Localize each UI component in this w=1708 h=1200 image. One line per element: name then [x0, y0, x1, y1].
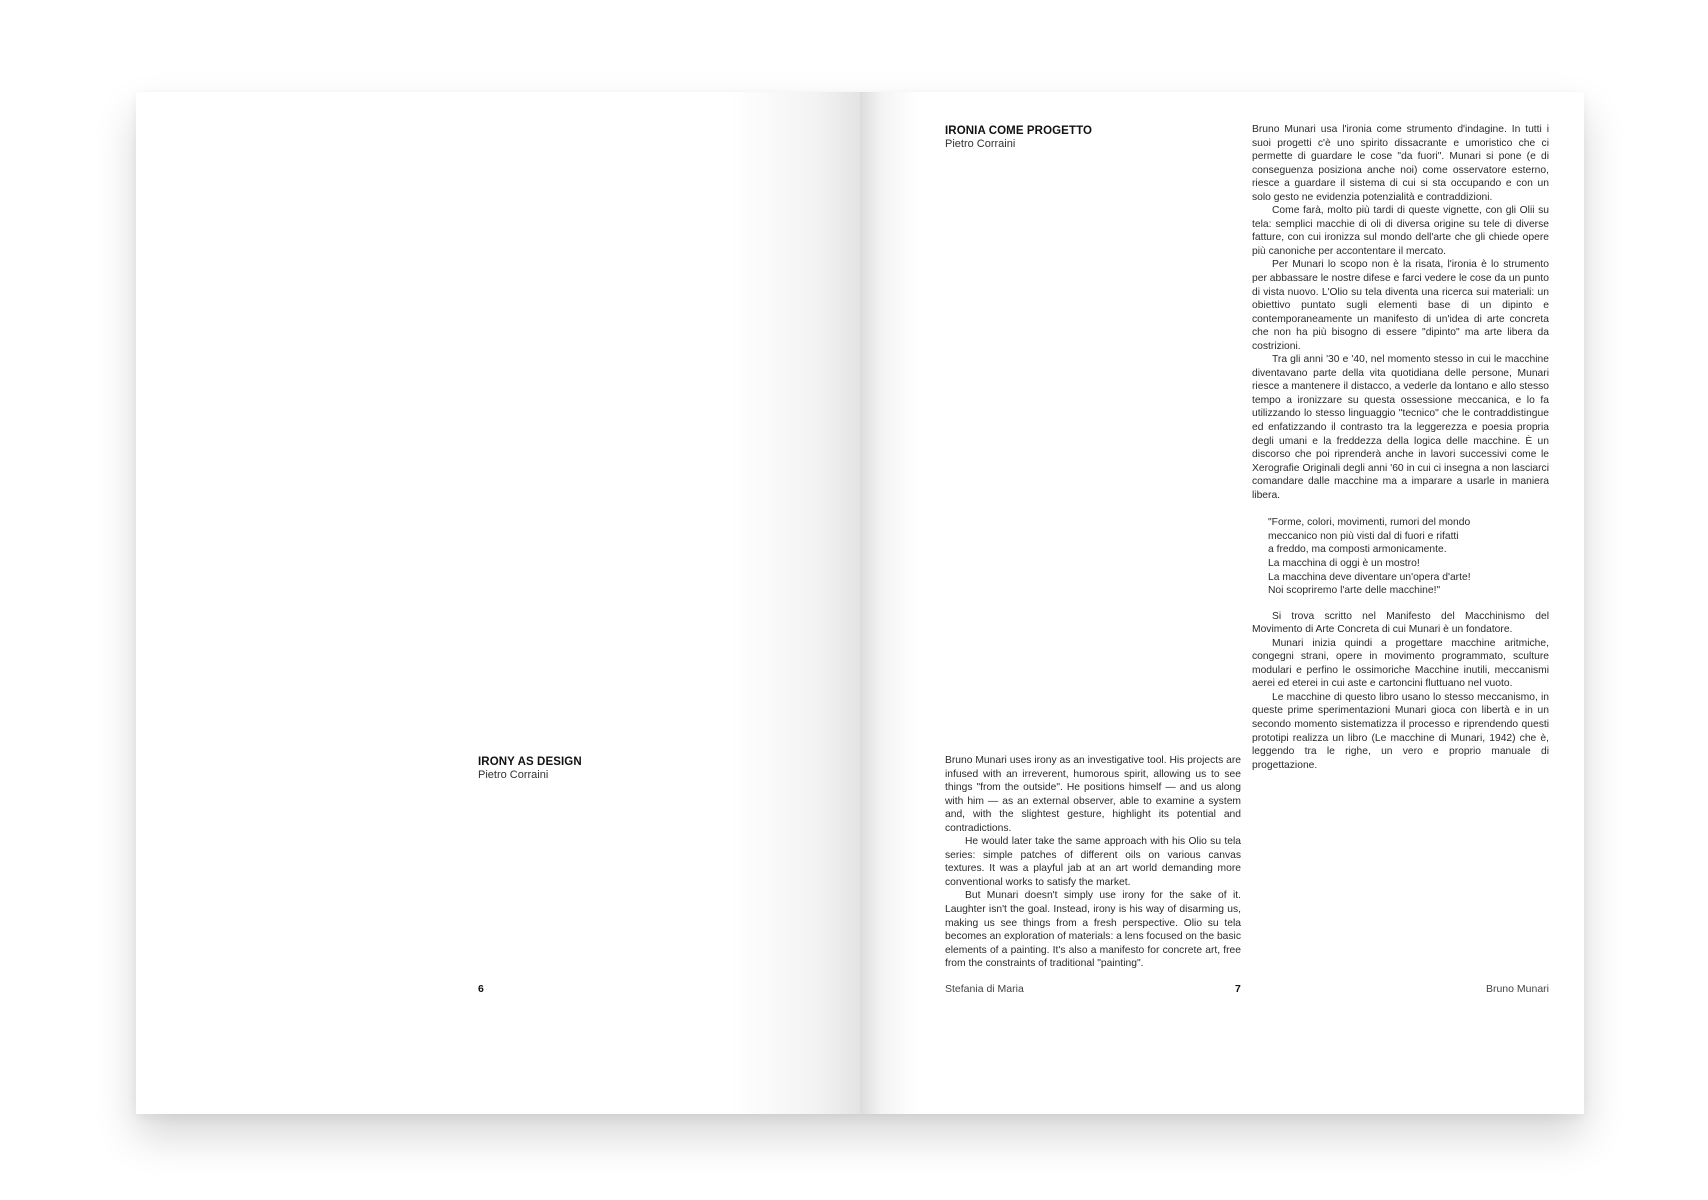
english-paragraph: He would later take the same approach with his Olio su tela series: simple patches of different oils on various canvas textures. It was a playful jab at an art world demanding more conventional works to satisfy the market. — [945, 836, 1241, 888]
right-page-heading: IRONIA COME PROGETTO — [945, 125, 1093, 137]
left-page — [136, 92, 860, 1114]
left-page-author: Pietro Corraini — [478, 769, 549, 781]
english-paragraph: Bruno Munari uses irony as an investigative tool. His projects are infused with an irreverent, humorous spirit, allowing us to see things "from the outside". He positions himself — and us along with him — as an external observer, able to examine a system and, with the slightest gesture, highlight its potential and contradictions. — [945, 755, 1241, 834]
italian-paragraph: Come farà, molto più tardi di queste vignette, con gli Olii su tela: semplici macchie di oli di diversa origine su tele di diverse fatture, con cui ironizza sul mondo dell'arte che gli chiede opere più canoniche per accontentare il mercato. — [1252, 205, 1549, 257]
right-page — [860, 92, 1584, 1114]
left-page-number: 6 — [478, 983, 484, 995]
left-page-heading: IRONY AS DESIGN — [478, 756, 582, 768]
quote-line: Noi scopriremo l'arte delle macchine!" — [1268, 585, 1441, 597]
italian-paragraph: Tra gli anni '30 e '40, nel momento stesso in cui le macchine diventavano parte della vita quotidiana delle persone, Munari riesce a mantenere il distacco, a vederle da lontano e allo stesso tempo a ironizzare su questa ossessione meccanica, e lo fa utilizzando lo stesso linguaggio "tecnico" che le contraddistingue ed enfatizzando il contrasto tra la leggerezza e poesia propria degli umani e la freddezza della logica delle macchine. È un discorso che poi riprenderà anche in lavori successivi come le Xerografie Originali degli anni '60 in cui ci insegna a non lasciarci comandare dalle macchine ma a imparare a usarle in maniera libera. — [1252, 354, 1549, 501]
italian-paragraph: Le macchine di questo libro usano lo stesso meccanismo, in queste prime sperimentazioni Munari gioca con libertà e in un secondo momento sistematizza il processo e riprendendo questi prototipi realizza un libro (Le macchine di Munari, 1942) che è, leggendo tra le righe, un vero e proprio manuale di progettazione. — [1252, 691, 1549, 771]
italian-essay — [1252, 123, 1549, 772]
italian-paragraph: Per Munari lo scopo non è la risata, l'ironia è lo strumento per abbassare le nostre difese e farci vedere le cose da un punto di vista nuovo. L'Olio su tela diventa una ricerca sui materiali: un obiettivo puntato sugli elementi base di un dipinto e contemporaneamente un manifesto di un'idea di arte concreta che non ha più bisogno di essere "dipinto" ma arte libera da costrizioni. — [1252, 259, 1549, 352]
quote-line: La macchina di oggi è un mostro! — [1268, 557, 1420, 569]
italian-paragraph: Bruno Munari usa l'ironia come strumento d'indagine. In tutti i suoi progetti c'è uno spirito dissacrante e umoristico che ci permette di guardare le cose "da fuori". Munari si pone (e di conseguenza posiziona anche noi) come osservatore esterno, riesce a guardare il sistema di cui si sta occupando e con un solo gesto ne evidenzia potenzialità e contraddizioni. — [1252, 124, 1549, 203]
english-essay — [945, 754, 1241, 971]
quote-line: "Forme, colori, movimenti, rumori del mondo — [1268, 517, 1471, 529]
italian-paragraph: Munari inizia quindi a progettare macchine aritmiche, congegni strani, opere in movimento programmato, sculture modulari e perfino le ossimoriche Macchine inutili, meccanismi aerei ed eterei in cui aste e cartoncini fluttuano nel vuoto. — [1252, 637, 1549, 690]
right-page-number: 7 — [1235, 983, 1241, 995]
right-page-author: Pietro Corraini — [945, 138, 1016, 150]
book-spread — [136, 92, 1584, 1114]
italian-paragraph: Si trova scritto nel Manifesto del Macchinismo del Movimento di Arte Concreta di cui Munari è un fondatore. — [1252, 610, 1549, 636]
footer-subject: Bruno Munari — [1485, 983, 1549, 995]
manifesto-quote — [1268, 516, 1549, 597]
quote-line: a freddo, ma composti armonicamente. — [1268, 544, 1447, 556]
quote-line: meccanico non più visti dal di fuori e rifatti — [1268, 530, 1459, 542]
footer-author: Stefania di Maria — [945, 983, 1024, 995]
english-paragraph: But Munari doesn't simply use irony for the sake of it. Laughter isn't the goal. Instead, irony is his way of disarming us, making us see things from a fresh perspective. Olio su tela becomes an exploration of materials: a lens focused on the basic elements of a painting. It's also a manifesto for concrete art, free from the constraints of traditional "painting". — [945, 890, 1241, 970]
quote-line: La macchina deve diventare un'opera d'arte! — [1268, 571, 1471, 583]
